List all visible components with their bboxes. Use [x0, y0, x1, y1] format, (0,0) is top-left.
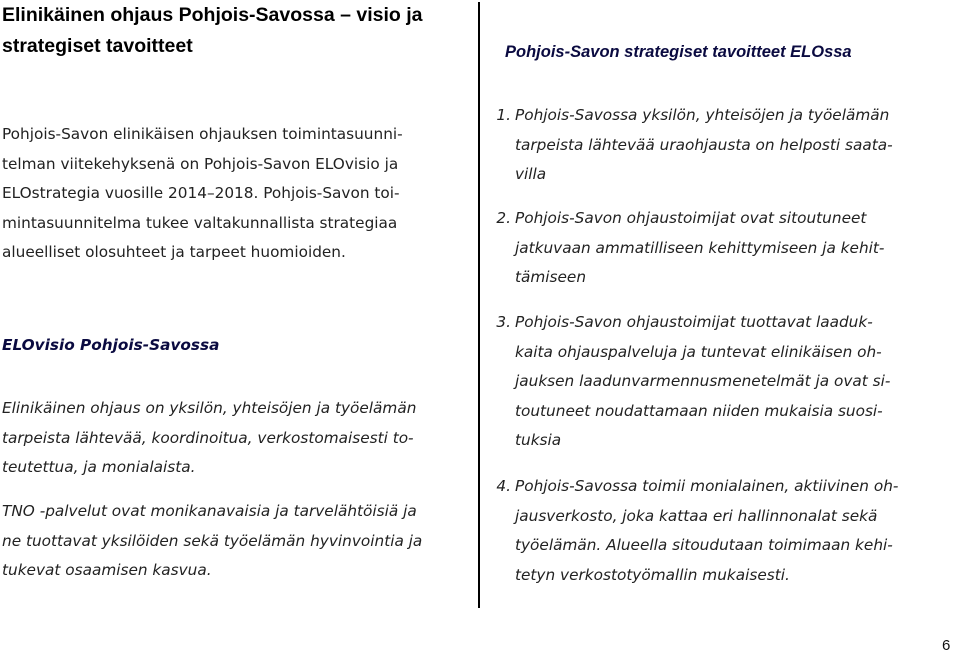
tno-paragraph — [2, 497, 422, 586]
text-line: tämiseen — [515, 268, 587, 286]
text-line: tuksia — [515, 431, 562, 449]
text-line: Elinikäinen ohjaus on yksilön, yhteisöjen ja työelämän — [2, 399, 417, 417]
goal-number: 3. — [496, 313, 511, 331]
text-line: kaita ohjauspalveluja ja tuntevat elinikäisen oh- — [515, 342, 882, 361]
text-line: teutettua, ja monialaista. — [2, 458, 196, 476]
text-line: ELOstrategia vuosille 2014–2018. Pohjois-Savon toi- — [2, 184, 400, 202]
goal-number: 4. — [496, 477, 511, 495]
text-line: ne tuottavat yksilöiden sekä työelämän hyvinvointia ja — [2, 531, 423, 550]
text-line: työelämän. Alueella sitoudutaan toimimaan kehi- — [515, 536, 893, 554]
text-line: Pohjois-Savon elinikäisen ohjauksen toimintasuunni- — [2, 125, 403, 143]
intro-paragraph — [2, 120, 403, 268]
text-line: mintasuunnitelma tukee valtakunnallista strategiaa — [2, 213, 398, 232]
title-line: strategiset tavoitteet — [2, 35, 193, 57]
text-line: jatkuvaan ammatilliseen kehittymiseen ja kehit- — [515, 238, 885, 257]
text-line: Pohjois-Savon ohjaustoimijat tuottavat laaduk- — [515, 313, 873, 331]
text-line: jausverkosto, joka kattaa eri hallinnonalat sekä — [515, 506, 878, 525]
text-line: Pohjois-Savossa yksilön, yhteisöjen ja työelämän — [515, 106, 890, 124]
goal-number: 2. — [496, 209, 511, 227]
elovisio-paragraph — [2, 394, 416, 483]
text-line: villa — [515, 165, 547, 183]
text-line: tukevat osaamisen kasvua. — [2, 561, 212, 579]
text-line: Pohjois-Savon ohjaustoimijat ovat sitoutuneet — [515, 209, 867, 227]
elovisio-heading: ELOvisio Pohjois-Savossa — [2, 336, 220, 354]
goal-item — [496, 101, 893, 190]
text-line: Pohjois-Savossa toimii monialainen, aktiivinen oh- — [515, 477, 899, 495]
text-line: telman viitekehyksenä on Pohjois-Savon ELOvisio ja — [2, 154, 399, 173]
text-line: tarpeista lähtevää uraohjausta on helposti saata- — [515, 135, 893, 154]
text-line: tarpeista lähtevää, koordinoitua, verkostomaisesti to- — [2, 428, 414, 447]
text-line: tetyn verkostotyömallin mukaisesti. — [515, 565, 790, 584]
text-line: toutuneet noudattamaan niiden mukaisia suosi- — [515, 401, 883, 420]
column-divider — [478, 2, 480, 608]
goal-item — [496, 472, 899, 590]
page-number: 6 — [942, 637, 951, 654]
goals-title: Pohjois-Savon strategiset tavoitteet ELOssa — [505, 43, 852, 61]
text-line: jauksen laadunvarmennusmenetelmät ja ovat si- — [515, 372, 891, 390]
text-line: alueelliset olosuhteet ja tarpeet huomioiden. — [2, 243, 346, 261]
goal-item — [496, 308, 891, 456]
goal-item — [496, 204, 885, 293]
page-title — [2, 0, 422, 62]
text-line: TNO -palvelut ovat monikanavaisia ja tarvelähtöisiä ja — [2, 502, 417, 520]
goal-number: 1. — [496, 106, 511, 124]
title-line: Elinikäinen ohjaus Pohjois-Savossa – visio ja — [2, 4, 423, 26]
